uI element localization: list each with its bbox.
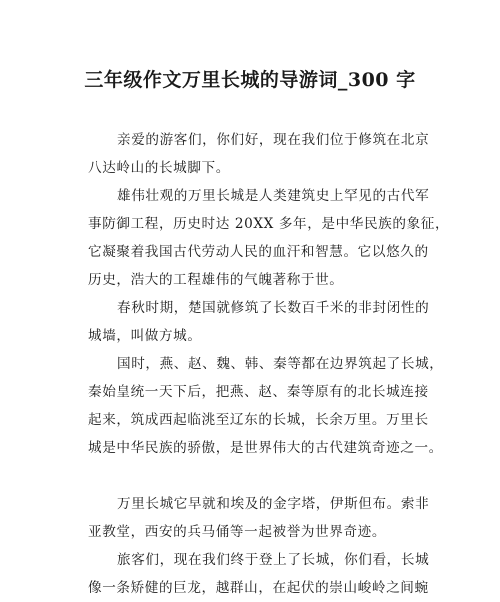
paragraph-line: 城是中华民族的骄傲，是世界伟大的古代建筑奇迹之一。 [88,440,443,456]
paragraph-line: 它凝聚着我国古代劳动人民的血汗和智慧。它以悠久的 [88,244,429,260]
paragraph-line: 亚教堂，西安的兵马俑等一起被誉为世界奇迹。 [88,524,387,540]
paragraph-line: 秦始皇统一天下后，把燕、赵、秦等原有的北长城连接 [88,384,429,400]
paragraph-line: 雄伟壮观的万里长城是人类建筑史上罕见的古代军 [117,188,430,204]
paragraph-line: 国时，燕、赵、魏、韩、秦等都在边界筑起了长城， [117,356,444,372]
document-title: 三年级作文万里长城的导游词_300 字 [84,69,416,91]
paragraph-line: 历史，浩大的工程雄伟的气魄著称于世。 [88,272,344,288]
document-body [88,126,450,602]
paragraph-line: 亲爱的游客们，你们好，现在我们位于修筑在北京 [117,132,430,148]
paragraph-line: 万里长城它早就和埃及的金字塔，伊斯但布。索非 [117,496,430,512]
paragraph-line: 像一条矫健的巨龙，越群山，在起伏的崇山峻岭之间蜿 [88,580,429,596]
paragraph-line: 春秋时期，楚国就修筑了长数百千米的非封闭性的 [117,300,430,316]
paragraph-line: 八达岭山的长城脚下。 [88,160,230,176]
paragraph-gap [88,462,428,490]
paragraph-line: 城墙，叫做方城。 [88,328,202,344]
paragraph-line: 旅客们，现在我们终于登上了长城，你们看，长城 [117,552,430,568]
paragraph-line: 事防御工程，历史时达 20XX 多年，是中华民族的象征， [88,216,450,232]
paragraph-line: 起来，筑成西起临洮至辽东的长城，长余万里。万里长 [88,412,429,428]
